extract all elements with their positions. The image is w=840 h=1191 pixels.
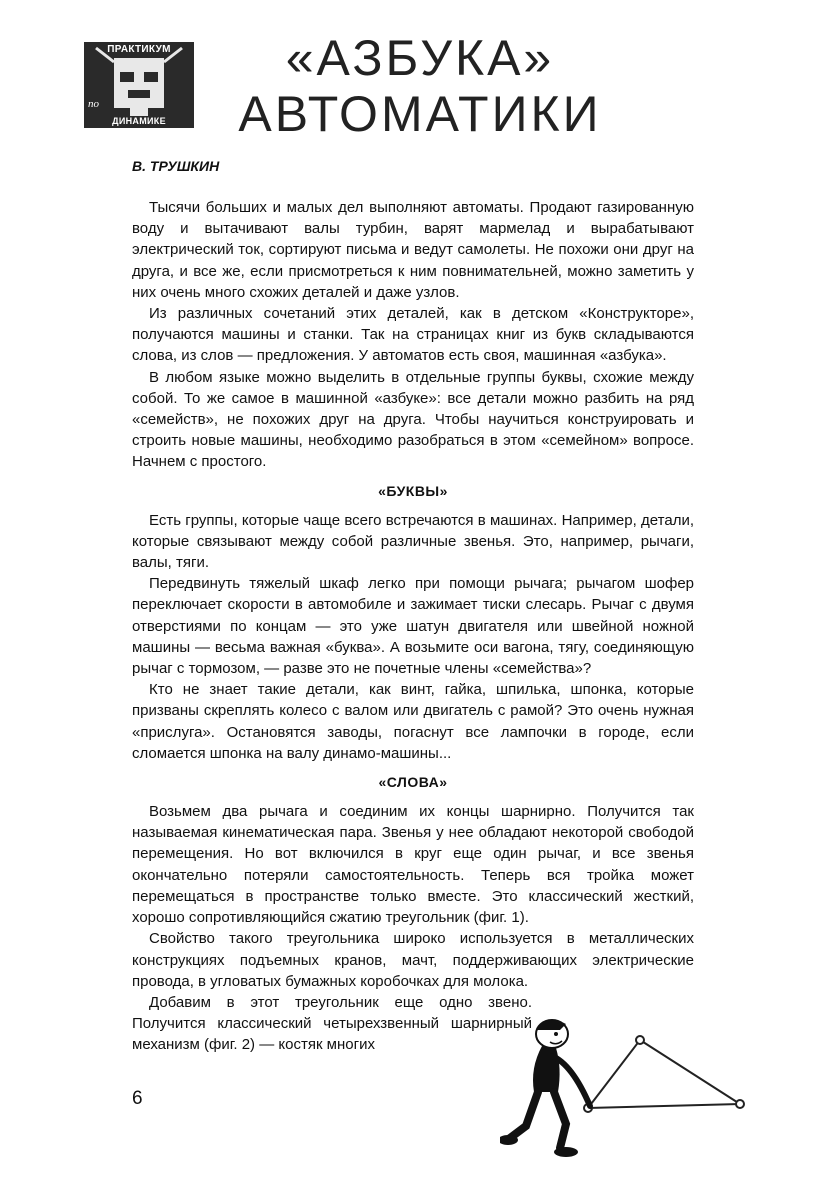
paragraph: Свойство такого треугольника широко используется в металлических конструкциях подъемных кранов, мачт, поддерживающих электрические провода, в угловатых бумажных коробочках для молока. <box>132 930 694 990</box>
section-heading-words: «СЛОВА» <box>378 774 448 791</box>
paragraph: В любом языке можно выделить в отдельные группы буквы, схожие между собой. То же самое в машинной «азбуке»: все детали можно разбить на ряд «семейств», не похожих друг на друга. Чтобы научиться конструировать и строить новые машины, необходимо разобраться в этом «семейном» вопросе. Начнем с простого. <box>132 368 694 471</box>
logo-middle-text: по <box>88 98 99 110</box>
logo-top-text: ПРАКТИКУМ <box>107 44 171 55</box>
paragraph: Добавим в этот треугольник еще одно звено. Получится классический четырехзвенный шарнирный механизм (фиг. 2) — костяк многих <box>132 993 532 1054</box>
paragraph: Возьмем два рычага и соединим их концы шарнирно. Получится так называемая кинематическая пара. Звенья у нее обладают некоторой свободой перемещения. Но вот включился в круг еще один рычаг, и все звенья окончательно потеряли самостоятельность. Теперь вся тройка может перемещаться в пространстве только вместе. Это классический жесткий, хорошо сопротивляющийся сжатию треугольник (фиг. 1). <box>132 803 694 927</box>
page-number: 6 <box>132 1088 143 1109</box>
paragraph: Есть группы, которые чаще всего встречаются в машинах. Например, детали, которые связывают между собой различные звенья. Это, например, рычаги, валы, тяги. <box>132 511 694 572</box>
title-line-2: АВТОМАТИКИ <box>238 86 602 142</box>
paragraph: Тысячи больших и малых дел выполняют автоматы. Продают газированную воду и вытачивают валы турбин, варят мармелад и вырабатывают электрический ток, сортируют письма и ведут самолеты. Не похожи они друг на друга, и все же, если присмотреться к ним повнимательней, можно заметить у них очень много схожих деталей и даже узлов. <box>132 199 694 301</box>
article-title <box>200 30 640 142</box>
section-heading-letters: «БУКВЫ» <box>378 482 448 499</box>
practicum-logo <box>84 42 194 128</box>
paragraph: Из различных сочетаний этих деталей, как в детском «Конструкторе», получаются машины и станки. Так на страницах книг из букв складываются слова, из слов — предложения. У автоматов есть своя, машинная «азбука». <box>132 305 694 365</box>
logo-bottom-text: ДИНАМИКЕ <box>112 116 166 126</box>
article-body <box>132 197 694 1056</box>
paragraph: Передвинуть тяжелый шкаф легко при помощи рычага; рычагом шофер переключает скорости в автомобиле и зажимает тиски слесарь. Рычаг с двумя отверстиями по концам — это уже шатун двигателя или швейной ножной машины — весьма важная «буква». А возьмите оси вагона, тягу, соединяющую рычаг с тормозом, — разве это не почетные члены «семейства»? <box>132 575 694 678</box>
title-line-1: «АЗБУКА» <box>285 30 555 86</box>
paragraph: Кто не знает такие детали, как винт, гайка, шпилька, шпонка, которые призваны скреплять колесо с валом или двигатель с рамой? Это очень нужная «прислуга». Остановятся заводы, погаснут все лампочки в городе, если сломается шпонка на валу динамо-машины... <box>132 681 694 762</box>
author-name: В. ТРУШКИН <box>132 158 220 174</box>
boy-pushing-triangle-icon <box>500 1008 760 1168</box>
